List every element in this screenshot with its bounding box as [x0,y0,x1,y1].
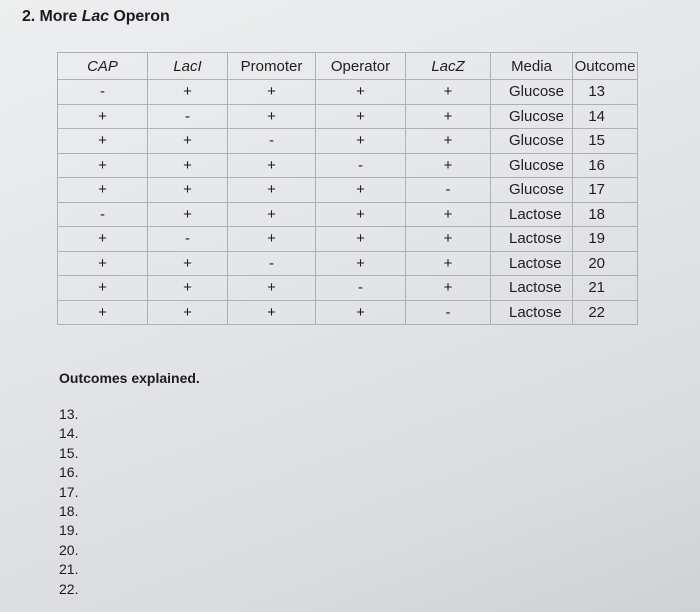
laci-cell: + [148,178,228,203]
table-row [58,251,638,276]
media-cell: Glucose [491,80,573,105]
operon-table [57,52,638,325]
header-promoter: Promoter [228,53,316,80]
media-cell: Glucose [491,178,573,203]
outcome-item: 17. [59,483,79,500]
cap-cell: + [58,129,148,154]
heading-word-lac: Lac [81,8,109,25]
media-cell: Lactose [491,227,573,252]
question-heading [22,8,170,26]
promoter-cell: + [228,153,316,178]
promoter-cell: + [228,202,316,227]
laci-cell: + [148,300,228,325]
cap-cell: + [58,227,148,252]
table-row [58,80,638,105]
header-operator: Operator [316,53,406,80]
heading-word-operon: Operon [113,8,170,25]
header-laci: LacI [148,53,228,80]
outcome-cell: 18 [573,202,638,227]
question-number: 2. [22,8,36,25]
operator-cell: + [316,251,406,276]
outcomes-list [59,405,78,599]
header-cap: CAP [58,53,148,80]
outcome-cell: 20 [573,251,638,276]
operator-cell: + [316,202,406,227]
heading-word-more: More [39,8,78,25]
outcome-item: 21. [59,561,79,578]
media-cell: Lactose [491,276,573,301]
outcome-item: 15. [59,444,79,461]
operator-cell: + [316,129,406,154]
media-cell: Glucose [491,104,573,129]
outcome-cell: 14 [573,104,638,129]
operator-cell: + [316,178,406,203]
outcome-item: 18. [59,502,79,519]
promoter-cell: + [228,80,316,105]
media-cell: Lactose [491,202,573,227]
outcome-item: 19. [59,522,79,539]
laci-cell: + [148,276,228,301]
outcome-item: 16. [59,464,79,481]
cap-cell: + [58,153,148,178]
operator-cell: + [316,227,406,252]
cap-cell: + [58,276,148,301]
outcome-cell: 15 [573,129,638,154]
table-row [58,300,638,325]
promoter-cell: + [228,300,316,325]
table-row [58,276,638,301]
cap-cell: - [58,80,148,105]
outcome-item: 22. [59,580,79,597]
media-cell: Lactose [491,300,573,325]
operator-cell: - [316,153,406,178]
table-row [58,153,638,178]
outcome-cell: 17 [573,178,638,203]
lacz-cell: + [406,251,491,276]
lacz-cell: + [406,129,491,154]
lacz-cell: - [406,178,491,203]
outcome-cell: 21 [573,276,638,301]
outcome-item: 20. [59,541,79,558]
operator-cell: + [316,104,406,129]
outcome-cell: 19 [573,227,638,252]
laci-cell: - [148,104,228,129]
outcome-item: 14. [59,425,79,442]
promoter-cell: + [228,227,316,252]
header-outcome: Outcome [573,53,638,80]
media-cell: Glucose [491,153,573,178]
laci-cell: + [148,202,228,227]
laci-cell: + [148,251,228,276]
laci-cell: - [148,227,228,252]
lacz-cell: - [406,300,491,325]
lacz-cell: + [406,227,491,252]
lacz-cell: + [406,104,491,129]
lacz-cell: + [406,80,491,105]
cap-cell: + [58,178,148,203]
outcome-cell: 16 [573,153,638,178]
laci-cell: + [148,129,228,154]
outcomes-explained-label: Outcomes explained. [59,370,200,386]
cap-cell: + [58,300,148,325]
lacz-cell: + [406,153,491,178]
operator-cell: - [316,276,406,301]
promoter-cell: + [228,276,316,301]
cap-cell: + [58,104,148,129]
table-row [58,227,638,252]
header-lacz: LacZ [406,53,491,80]
table-header-row [58,53,638,80]
cap-cell: - [58,202,148,227]
table-row [58,178,638,203]
outcome-cell: 22 [573,300,638,325]
lacz-cell: + [406,202,491,227]
cap-cell: + [58,251,148,276]
promoter-cell: + [228,178,316,203]
outcome-item: 13. [59,406,79,422]
table-body [58,80,638,325]
promoter-cell: - [228,251,316,276]
operator-cell: + [316,80,406,105]
operator-cell: + [316,300,406,325]
promoter-cell: + [228,104,316,129]
header-media: Media [491,53,573,80]
media-cell: Glucose [491,129,573,154]
laci-cell: + [148,153,228,178]
promoter-cell: - [228,129,316,154]
media-cell: Lactose [491,251,573,276]
lacz-cell: + [406,276,491,301]
table-row [58,129,638,154]
laci-cell: + [148,80,228,105]
table-row [58,202,638,227]
outcome-cell: 13 [573,80,638,105]
table-row [58,104,638,129]
